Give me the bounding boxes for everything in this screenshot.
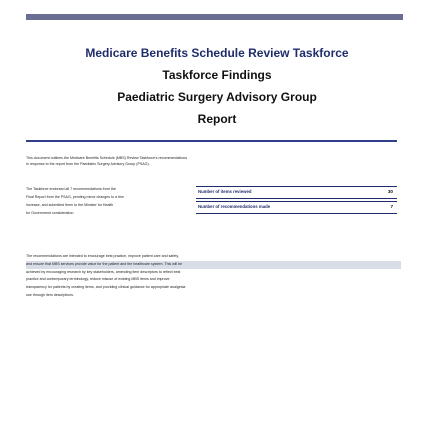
body-line: transparency for patients by creating items, and providing clinical guidance for appropriate analgesia [26,285,186,290]
summary-paragraph [26,185,190,217]
stat-row-items-reviewed [196,186,397,199]
stat-row-recommendations [196,201,397,214]
document-title-block [0,42,434,130]
body-line: achieved by encouraging research by key stakeholders, amending item descriptors to reflect best [26,269,181,274]
stat-value: 7 [390,204,393,209]
stats-table [196,186,397,216]
document-subtitle: Taskforce Findings [162,68,272,82]
document-title: Medicare Benefits Schedule Review Taskforce [85,46,349,60]
title-divider [26,140,397,142]
body-line: The recommendations are intended to encourage best practice, improve patient care and safety, [26,254,179,258]
body-line: use through item descriptions. [26,292,74,297]
stat-value: 30 [387,189,393,194]
intro-paragraph [26,155,386,167]
summary-line: for Government consideration. [26,211,75,215]
body-line-highlighted: and ensure that MBS services provide value for the patient and the healthcare system. This will be [26,261,401,269]
body-line: practice and contemporary terminology, reduce misuse of existing MBS items and improve [26,277,170,282]
stat-label: Number of recommendations made [198,204,271,209]
advisory-group-name: Paediatric Surgery Advisory Group [117,90,317,104]
summary-line: Final Report from the PSAG, pending minor changes to a few [26,195,124,199]
top-decorative-bar [26,14,403,20]
summary-line: The Taskforce endorsed all 7 recommendations from the [26,187,116,191]
body-paragraph [26,253,401,300]
intro-line: This document outlines the Medicare Benefits Schedule (MBS) Review Taskforce's recommendations [26,156,188,160]
intro-line: in response to the report from the Paediatric Surgery Advisory Group (PSAG). [26,162,150,166]
stat-label: Number of items reviewed [198,189,252,194]
report-label: Report [197,112,237,126]
summary-line: increase, and submitted them to the Minister for Health [26,203,114,207]
